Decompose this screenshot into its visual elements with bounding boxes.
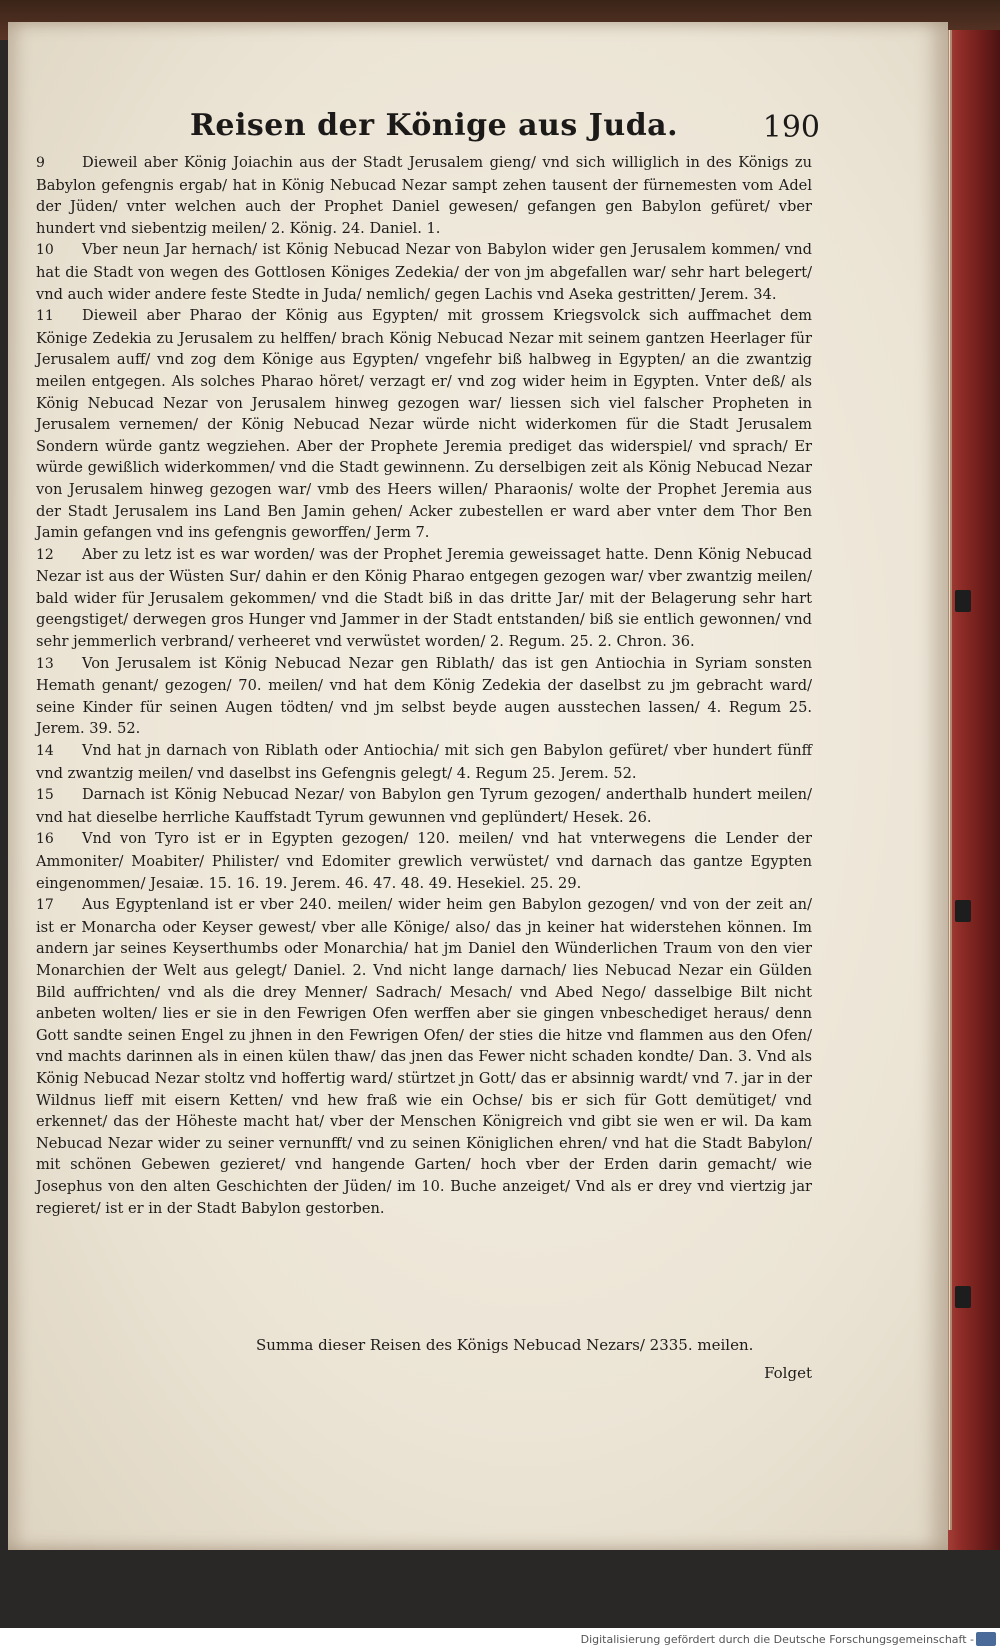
paragraph-text: Vnd hat jn darnach von Riblath oder Antiochia/ mit sich gen Babylon gefüret/ vber hundert fünff vnd zwantzig meilen/ vnd daselbst ins Gefengnis gelegt/ 4. Regum 25. Jerem. 52. [36, 742, 812, 782]
page-tab-marker [955, 590, 971, 612]
digitization-credit: Digitalisierung gefördert durch die Deutsche Forschungsgemeinschaft - [580, 1633, 974, 1646]
page-tab-marker [955, 900, 971, 922]
paragraph-number: 13 [36, 655, 54, 672]
body-text [36, 152, 812, 1219]
paragraph [36, 784, 812, 828]
paragraph [36, 152, 812, 239]
paragraph [36, 894, 812, 1219]
paragraph-number: 10 [36, 242, 54, 259]
paragraph-number: 9 [36, 155, 45, 171]
paragraph-text: Darnach ist König Nebucad Nezar/ von Babylon gen Tyrum gezogen/ anderthalb hundert meilen/ vnd hat dieselbe herrliche Kauffstadt Tyrum gewunnen vnd geplündert/ Hesek. 26. [36, 786, 812, 826]
paragraph [36, 828, 812, 894]
paragraph-text: Vnd von Tyro ist er in Egypten gezogen/ 120. meilen/ vnd hat vnterwegens die Lender der Ammoniter/ Moabiter/ Philister/ vnd Edomiter grewlich verwüstet/ vnd darnach das gantze Egypten eingenommen/ Jesaiæ. 15. 16. 19. Jerem. 46. 47. 48. 49. Hesekiel. 25. 29. [36, 830, 812, 892]
paragraph-number: 16 [36, 831, 54, 848]
paragraph-text: Dieweil aber Pharao der König aus Egypten/ mit grossem Kriegsvolck sich auffmachet dem Könige Zedekia zu Jerusalem zu helffen/ brach König Nebucad Nezar mit seinem gantzen Heerlager für Jerusalem auff/ vnd zog dem Könige aus Egypten/ vngefehr biß halbweg in Egypten/ an die zwantzig meilen entgegen. Als solches Pharao höret/ verzagt er/ vnd zog wider heim in Egypten. Vnter deß/ als König Nebucad Nezar von Jerusalem hinweg gezogen war/ liessen sich viel falscher Propheten in Jerusalem vernemen/ der König Nebucad Nezar würde nicht widerkomen für die Stadt Jerusalem Sondern würde gantz wegziehen. Aber der Prophete Jeremia prediget das widerspiel/ vnd sprach/ Er würde gewißlich widerkommen/ vnd die Stadt gewinnenn. Zu derselbigen zeit als König Nebucad Nezar von Jerusalem hinweg gezogen war/ vmb des Heers willen/ Pharaonis/ wolte der Prophet Jeremia aus der Stadt Jerusalem ins Land Ben Jamin gehen/ Acker zubestellen er ward aber vnter dem Thor Ben Jamin gefangen vnd ins gefengnis geworffen/ Jerm 7. [36, 307, 812, 542]
paragraph-text: Vber neun Jar hernach/ ist König Nebucad Nezar von Babylon wider gen Jerusalem kommen/ vnd hat die Stadt von wegen des Gottlosen Königes Zedekia/ der von jm abgefallen war/ sehr hart belegert/ vnd auch wider andere feste Stedte in Juda/ nemlich/ gegen Lachis vnd Aseka gestritten/ Jerem. 34. [36, 241, 812, 303]
paragraph-text: Aus Egyptenland ist er vber 240. meilen/ wider heim gen Babylon gezogen/ vnd von der zeit an/ ist er Monarcha oder Keyser gewest/ vber alle Könige/ also/ das jn keiner hat widerstehen können. Im andern jar seines Keyserthumbs oder Monarchia/ hat jm Daniel den Wünderlichen Traum von den vier Monarchien der Welt aus gelegt/ Daniel. 2. Vnd nicht lange darnach/ lies Nebucad Nezar ein Gülden Bild auffrichten/ vnd als die drey Menner/ Sadrach/ Mesach/ vnd Abed Nego/ dasselbige Bilt nicht anbeten wolten/ lies er sie in den Fewrigen Ofen werffen aber sie gingen vnbeschediget heraus/ denn Gott sandte seinen Engel zu jhnen in den Fewrigen Ofen/ der sties die hitze vnd flammen aus den Ofen/ vnd machts darinnen als in einen külen thaw/ das jnen das Fewer nicht schaden kondte/ Dan. 3. Vnd als König Nebucad Nezar stoltz vnd hoffertig ward/ stürtzet jn Gott/ das er absinnig wardt/ vnd 7. jar in der Wildnus lieff mit eisern Ketten/ vnd hew fraß wie ein Ochse/ bis er sich für Gott demütiget/ vnd erkennet/ das der Höheste macht hat/ vber der Menschen Königreich vnd gibt sie wen er wil. Da kam Nebucad Nezar wider zu seiner vernunfft/ vnd zu seinen Königlichen ehren/ vnd hat die Stadt Babylon/ mit schönen Gebewen gezieret/ vnd hangende Garten/ hoch vber der Erden darin gemacht/ wie Josephus von den alten Geschichten der Jüden/ im 10. Buche anzeiget/ Vnd als er drey vnd viertzig jar regieret/ ist er in der Stadt Babylon gestorben. [36, 896, 812, 1217]
paragraph-number: 15 [36, 787, 54, 804]
dfg-logo-icon [976, 1632, 996, 1646]
page-tab-marker [955, 1286, 971, 1308]
paragraph-number: 14 [36, 743, 54, 760]
paragraph-number: 11 [36, 308, 54, 325]
running-title: Reisen der Könige aus Juda. [190, 108, 679, 143]
summa-line: Summa dieser Reisen des Königs Nebucad Nezars/ 2335. meilen. [256, 1336, 754, 1354]
paragraph-text: Dieweil aber König Joiachin aus der Stadt Jerusalem gieng/ vnd sich williglich in des Königs zu Babylon gefengnis ergab/ hat in König Nebucad Nezar sampt zehen tausent der fürnemesten vom Adel der Jüden/ vnter welchen auch der Prophet Daniel gewesen/ gefangen gen Babylon gefüret/ vber hundert vnd siebentzig meilen/ 2. König. 24. Daniel. 1. [36, 154, 812, 237]
page-number: 190 [762, 110, 820, 145]
paragraph-number: 12 [36, 546, 54, 563]
paragraph [36, 239, 812, 305]
paragraph-text: Aber zu letz ist es war worden/ was der Prophet Jeremia geweissaget hatte. Denn König Nebucad Nezar ist aus der Wüsten Sur/ dahin er den König Pharao entgegen gezogen war/ vber zwantzig meilen/ bald wider für Jerusalem gekommen/ vnd die Stadt biß in das dritte Jar/ mit der Belagerung sehr hart geengstiget/ derwegen gros Hunger vnd Jammer in der Stadt entstanden/ biß sie entlich gewonnen/ vnd sehr jemmerlich verbrand/ verheeret vnd verwüstet worden/ 2. Regum. 25. 2. Chron. 36. [36, 545, 812, 651]
paragraph [36, 544, 812, 653]
paragraph [36, 305, 812, 544]
paragraph-number: 17 [36, 897, 54, 914]
paragraph [36, 653, 812, 740]
paragraph [36, 740, 812, 784]
catchword: Folget [764, 1364, 812, 1382]
paragraph-text: Von Jerusalem ist König Nebucad Nezar gen Riblath/ das ist gen Antiochia in Syriam sonsten Hemath genant/ gezogen/ 70. meilen/ vnd hat dem König Zedekia der daselbst zu jm gebracht ward/ seine Kinder für seinen Augen tödten/ vnd jm selbst beyde augen ausstechen lassen/ 4. Regum 25. Jerem. 39. 52. [36, 654, 812, 738]
